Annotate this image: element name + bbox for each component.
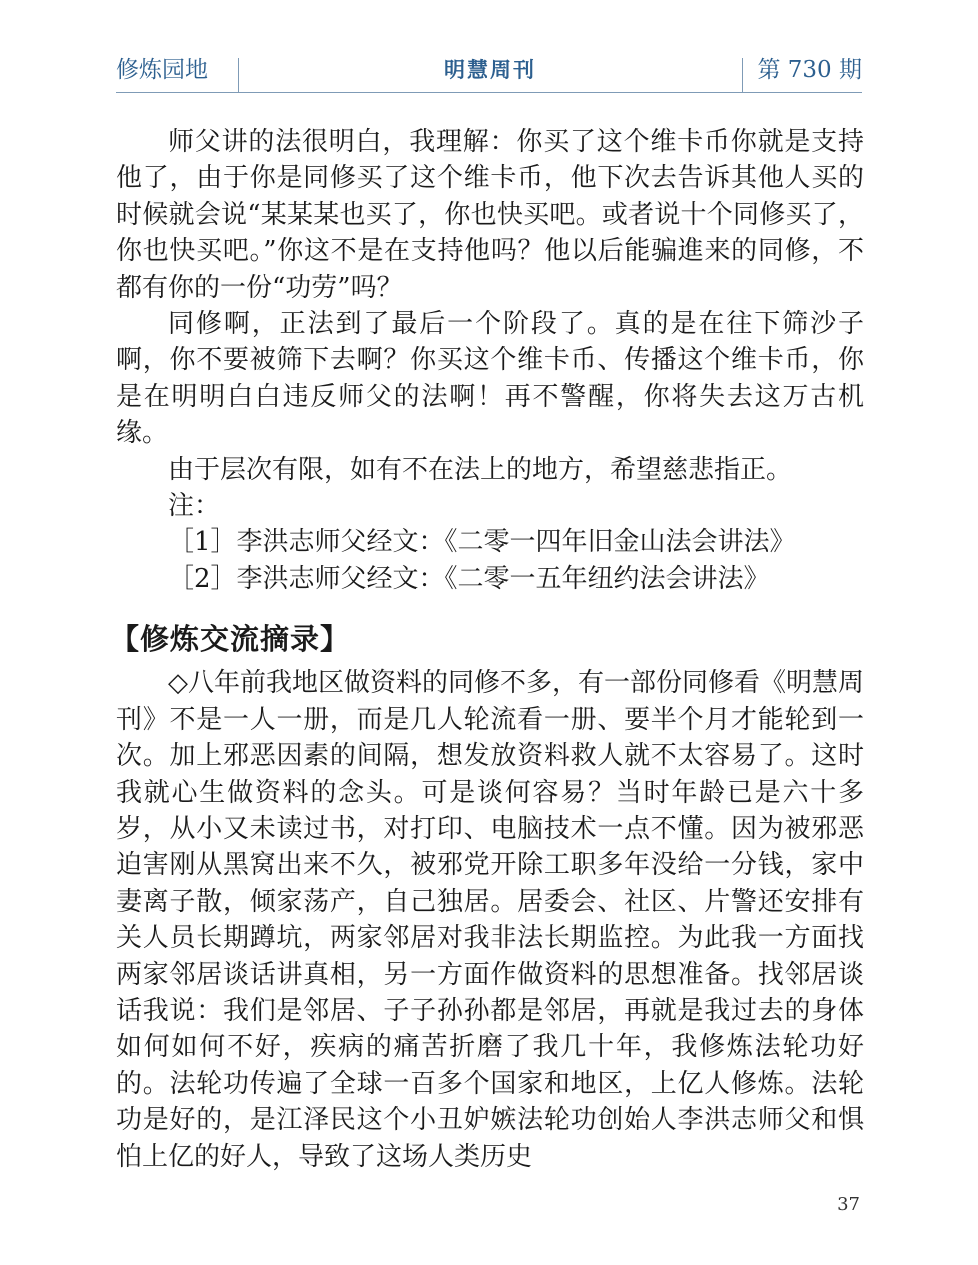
body-paragraph: 同修啊，正法到了最后一个阶段了。真的是在往下筛沙子啊，你不要被筛下去啊？你买这个维卡币、传播这个维卡币，你是在明明白白违反师父的法啊！再不警醒，你将失去这万古机缘。	[116, 309, 864, 449]
body-paragraph: 师父讲的法很明白，我理解：你买了这个维卡币你就是支持他了，由于你是同修买了这个维卡币，他下次去告诉其他人买的时候就会说“某某某也买了，你也快买吧。或者说十个同修买了，你也快买吧。”你这不是在支持他吗？他以后能骗進来的同修，不都有你的一份“功劳”吗？	[116, 127, 864, 303]
header-section: 修炼园地	[116, 57, 208, 83]
page-header	[116, 52, 862, 93]
article-body	[110, 124, 864, 1175]
excerpt-paragraph: ◇八年前我地区做资料的同修不多，有一部份同修看《明慧周刊》不是一人一册，而是几人轮流看一册、要半个月才能轮到一次。加上邪恶因素的间隔，想发放资料救人就不太容易了。这时我就心生做资料的念头。可是谈何容易？当时年龄已是六十多岁，从小又未读过书，对打印、电脑技术一点不懂。因为被邪恶迫害刚从黑窝出来不久，被邪党开除工职多年没给一分钱，家中妻离子散，倾家荡产，自己独居。居委会、社区、片警还安排有关人员长期蹲坑，两家邻居对我非法长期监控。为此我一方面找两家邻居谈话讲真相，另一方面作做资料的思想准备。找邻居谈话我说：我们是邻居、子子孙孙都是邻居，再就是我过去的身体如何如何不好，疾病的痛苦折磨了我几十年，我修炼法轮功好的。法轮功传遍了全球一百多个国家和地区，上亿人修炼。法轮功是好的，是江泽民这个小丑妒嫉法轮功创始人李洪志师父和惧怕上亿的好人，导致了这场人类历史	[116, 668, 864, 1172]
notes-label: 注：	[168, 491, 221, 522]
header-publication-title: 明慧周刊	[444, 58, 536, 82]
body-paragraph: 由于层次有限，如有不在法上的地方，希望慈悲指正。	[168, 454, 793, 485]
header-issue-number: 第 730 期	[757, 57, 862, 83]
note-item: ［2］李洪志师父经文：《二零一五年纽约法会讲法》	[168, 563, 770, 594]
section-heading: 【修炼交流摘录】	[110, 622, 351, 657]
page-number: 37	[837, 1194, 860, 1215]
note-item: ［1］李洪志师父经文：《二零一四年旧金山法会讲法》	[168, 527, 796, 558]
